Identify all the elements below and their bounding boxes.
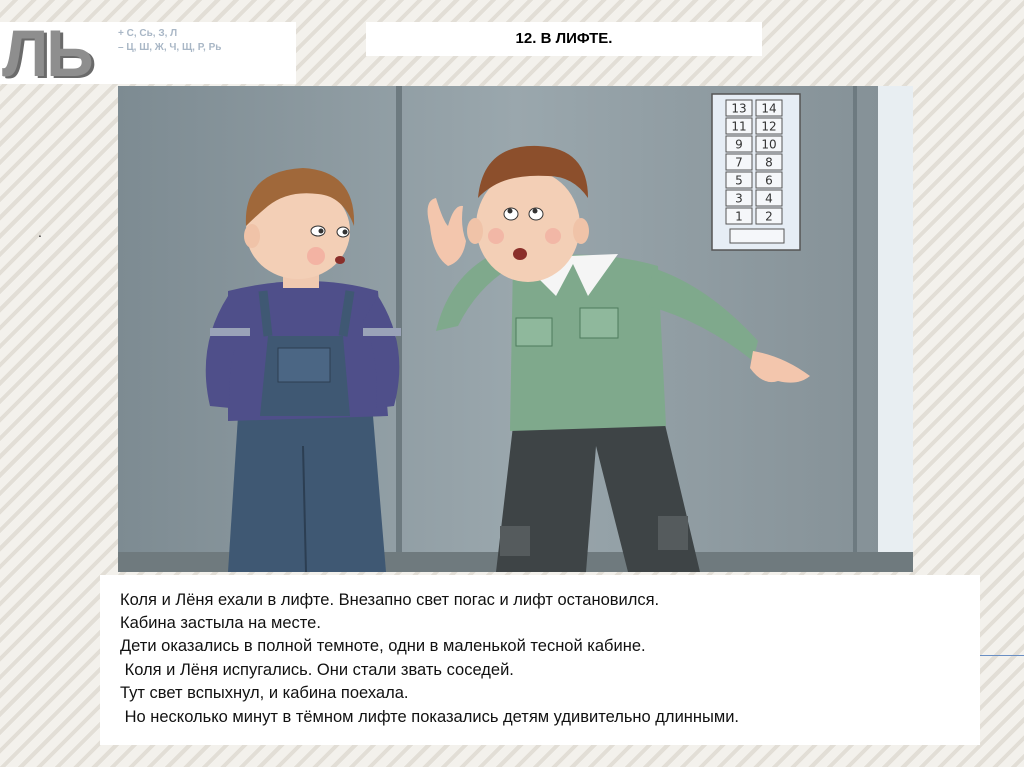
elevator-floor-label: 11 (731, 119, 747, 134)
accent-line (980, 655, 1024, 656)
section-logo (0, 16, 296, 90)
elevator-floor-label: 14 (761, 101, 777, 116)
elevator-illustration (118, 86, 913, 572)
story-line: Но несколько минут в тёмном лифте показались детям удивительно длинными. (120, 708, 740, 726)
elevator-floor-label: 2 (765, 209, 773, 224)
elevator-floor-label: 9 (735, 137, 743, 152)
bullet-dot: . (38, 224, 42, 240)
elevator-floor-label: 4 (765, 191, 773, 206)
elevator-floor-label: 10 (761, 137, 777, 152)
elevator-button-panel (712, 94, 800, 250)
story-line: Коля и Лёня ехали в лифте. Внезапно свет погас и лифт остановился. (120, 591, 660, 609)
elevator-floor-label: 8 (765, 155, 773, 170)
story-line: Тут свет вспыхнул, и кабина поехала. (120, 684, 409, 702)
story-text-box (100, 575, 980, 745)
elevator-floor-label: 5 (735, 173, 743, 188)
story-line: Дети оказались в полной темноте, одни в маленькой тесной кабине. (120, 637, 646, 655)
logo-letters: ЛЬ (2, 16, 92, 90)
elevator-right-strip (878, 86, 913, 572)
elevator-right-edge (853, 86, 857, 572)
elevator-floor-label: 12 (761, 119, 777, 134)
logo-sound-list-minus: – Ц, Ш, Ж, Ч, Щ, Р, Рь (118, 42, 222, 53)
elevator-extra-buttons (730, 229, 784, 243)
elevator-floor-label: 3 (735, 191, 743, 206)
elevator-floor-label: 7 (735, 155, 743, 170)
story-line: Коля и Лёня испугались. Они стали звать соседей. (120, 661, 514, 679)
story-line: Кабина застыла на месте. (120, 614, 321, 632)
elevator-floor-label: 1 (735, 209, 743, 224)
elevator-floor-label: 13 (731, 101, 747, 116)
slide-title: 12. В ЛИФТЕ. (366, 22, 762, 56)
logo-sound-list-plus: + С, Сь, З, Л (118, 28, 178, 39)
elevator-floor-label: 6 (765, 173, 773, 188)
